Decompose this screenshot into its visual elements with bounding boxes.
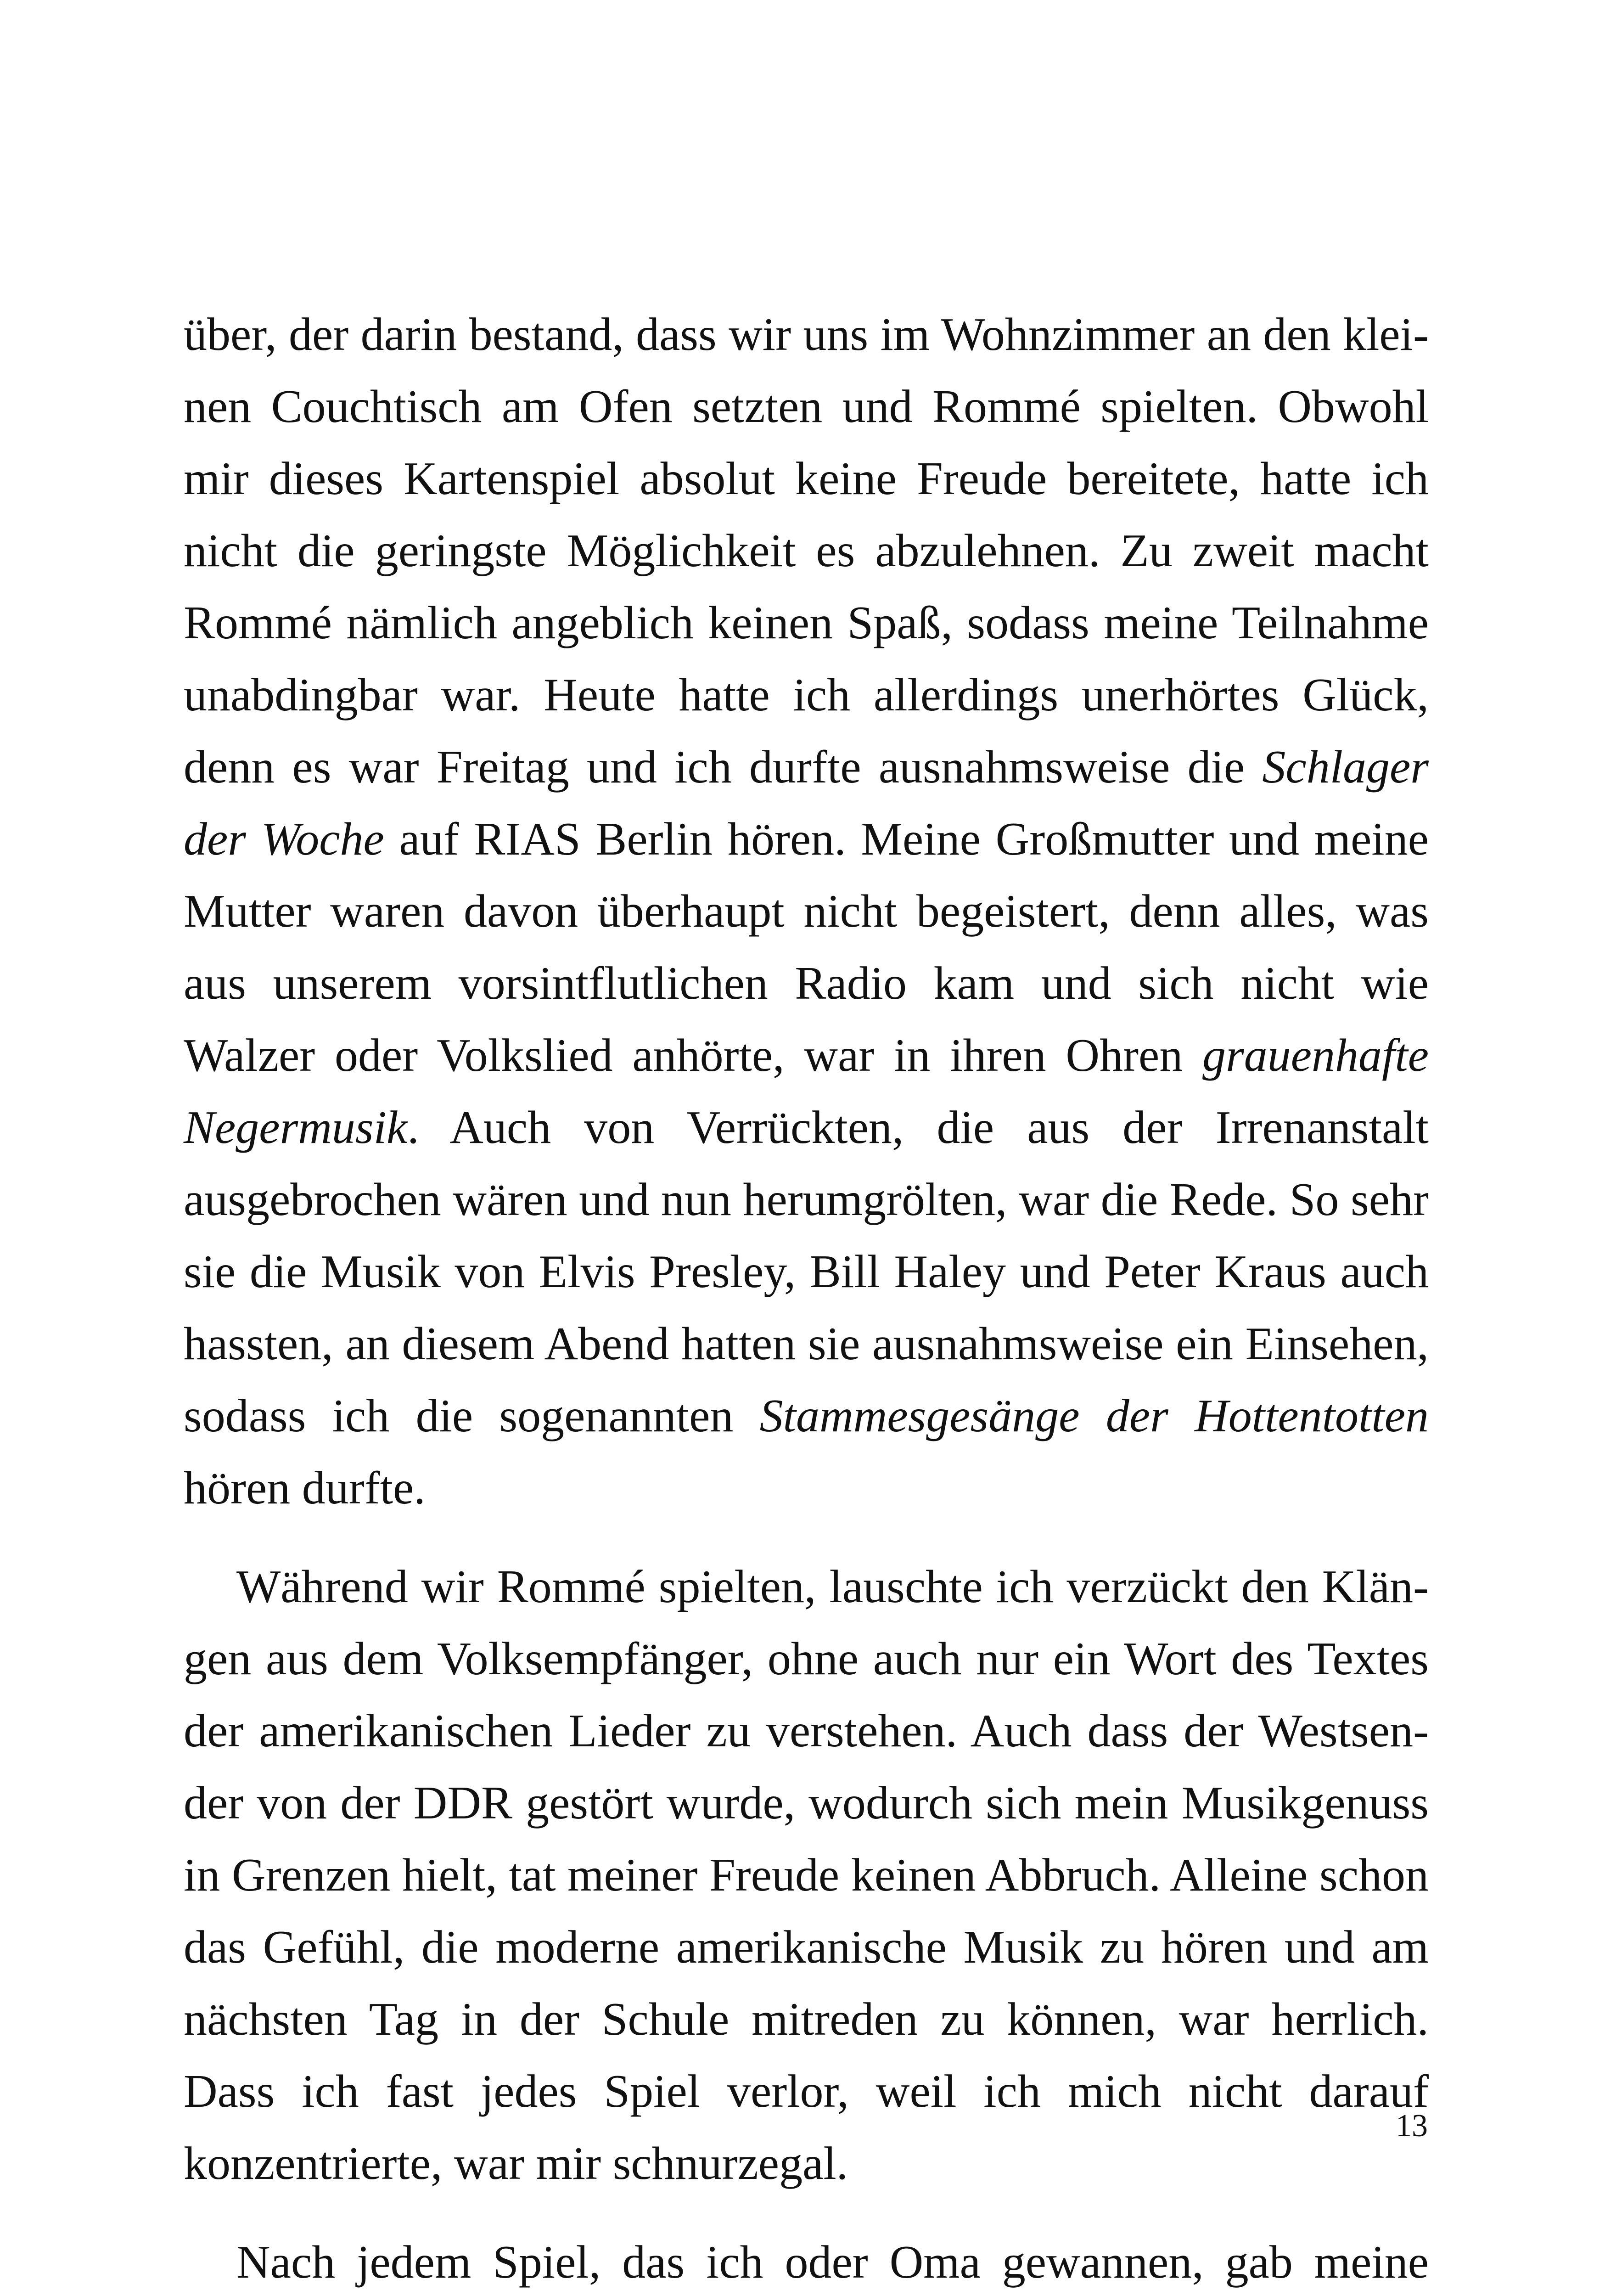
- italic-title-schlager: Schlager der Woche: [184, 741, 1429, 865]
- italic-quote-negermusik: grauenhafte Negermusik: [184, 1030, 1429, 1154]
- text-segment: hören durfte.: [184, 1462, 426, 1514]
- paragraph-2: [184, 1551, 1429, 2200]
- paragraph-1: [184, 298, 1429, 1524]
- italic-quote-stammesgesaenge: Stammesgesänge der Hottentotten: [759, 1390, 1429, 1442]
- text-segment: auf RIAS Berlin hören. Meine Großmutter und meine Mutter waren davon überhaupt nicht begeistert, denn alles, was aus unserem vorsintflutlichen Radio kam und sich nicht wie Walzer oder Volkslied anhörte, war in ihren Ohren: [184, 813, 1429, 1081]
- body-text: [184, 298, 1429, 2296]
- text-segment: über, der darin bestand, dass wir uns im Wohnzimmer an den kleinen Couchtisch am Ofen setzten und Rommé spielten. Obwohl mir dieses Kartenspiel absolut keine Freude bereitete, hatte ich nicht die geringste Möglichkeit es abzulehnen. Zu zweit macht Rommé nämlich angeblich keinen Spaß, sodass meine Teilnahme unabdingbar war. Heute hatte ich allerdings unerhörtes Glück, denn es war Freitag und ich durfte ausnahmsweise die: [184, 309, 1429, 793]
- text-segment: Während wir Rommé spielten, lauschte ich verzückt den Klängen aus dem Volksempfänger, ohne auch nur ein Wort des Textes der amerikanischen Lieder zu verstehen. Auch dass der Westsender von der DDR gestört wurde, wodurch sich mein Musikgenuss in Grenzen hielt, tat meiner Freude keinen Abbruch. Alleine schon das Gefühl, die moderne amerikanische Musik zu hören und am nächsten Tag in der Schule mitreden zu können, war herrlich. Dass ich fast jedes Spiel verlor, weil ich mich nicht darauf konzentrierte, war mir schnurzegal.: [184, 1561, 1429, 2189]
- paragraph-3: [184, 2226, 1429, 2296]
- text-segment: Nach jedem Spiel, das ich oder Oma gewannen, gab meine: [236, 2236, 1429, 2288]
- text-segment: . Auch von Verrückten, die aus der Irrenanstalt ausgebrochen wären und nun herumgrölten, war die Rede. So sehr sie die Musik von Elvis Presley, Bill Haley und Peter Kraus auch hassten, an diesem Abend hatten sie ausnahmsweise ein Einsehen, sodass ich die sogenannten: [184, 1102, 1429, 1442]
- page-number: 13: [1396, 2108, 1428, 2144]
